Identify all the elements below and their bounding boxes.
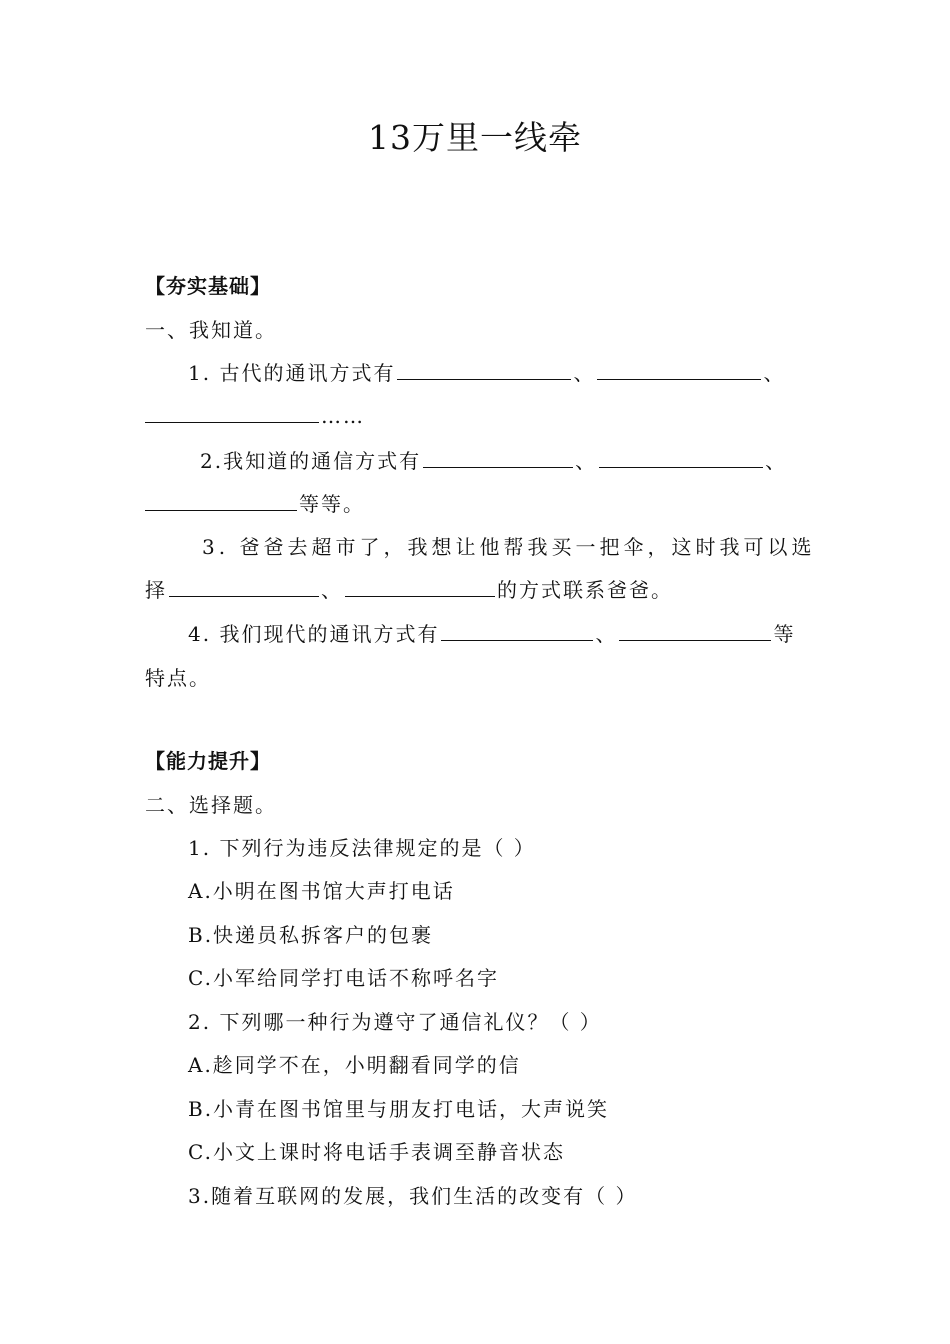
separator: 、 [573, 361, 596, 385]
option-2-2-a: A.趁同学不在，小明翻看同学的信 [188, 1053, 521, 1077]
question-2-2-stem: 2. 下列哪一种行为遵守了通信礼仪？（ ） [188, 1010, 602, 1034]
separator: 、 [575, 449, 598, 473]
question-tail: 的方式联系爸爸。 [497, 578, 673, 602]
separator: 、 [321, 578, 343, 602]
question-1-2-cont [145, 490, 365, 518]
question-1-3-cont [145, 576, 673, 604]
answer-blank[interactable] [441, 620, 593, 641]
question-text: 择 [145, 578, 167, 602]
answer-blank[interactable] [145, 490, 297, 511]
page-title: 13万里一线牵 [368, 118, 582, 157]
question-1-1-cont [145, 402, 365, 430]
question-tail: 等 [773, 622, 796, 646]
answer-blank[interactable] [599, 447, 763, 468]
part-two-label: 二、选择题。 [145, 793, 277, 817]
separator: 、 [765, 449, 788, 473]
option-2-2-b: B.小青在图书馆里与朋友打电话，大声说笑 [188, 1097, 610, 1121]
option-2-1-c: C.小军给同学打电话不称呼名字 [188, 966, 499, 990]
question-text: 4. 我们现代的通讯方式有 [188, 622, 440, 646]
separator: 、 [763, 361, 786, 385]
answer-blank[interactable] [619, 620, 771, 641]
answer-blank[interactable] [345, 576, 495, 597]
section-heading-basics: 【夯实基础】 [145, 274, 271, 298]
option-2-2-c: C.小文上课时将电话手表调至静音状态 [188, 1140, 565, 1164]
ellipsis: …… [321, 404, 365, 428]
section-heading-ability: 【能力提升】 [145, 749, 271, 773]
part-one-label: 一、我知道。 [145, 318, 277, 342]
question-1-1 [188, 359, 785, 387]
question-1-2 [200, 447, 787, 475]
option-2-1-b: B.快递员私拆客户的包裹 [188, 923, 434, 947]
question-text: 1. 古代的通讯方式有 [188, 361, 396, 385]
answer-blank[interactable] [145, 402, 319, 423]
answer-blank[interactable] [423, 447, 573, 468]
question-1-3: 3. 爸爸去超市了，我想让他帮我买一把伞，这时我可以选 [202, 535, 816, 559]
option-2-1-a: A.小明在图书馆大声打电话 [188, 879, 455, 903]
answer-blank[interactable] [397, 359, 571, 380]
question-1-4 [188, 620, 795, 648]
question-text: 2.我知道的通信方式有 [200, 449, 422, 473]
answer-blank[interactable] [597, 359, 761, 380]
question-2-1-stem: 1. 下列行为违反法律规定的是（ ） [188, 836, 536, 860]
question-tail: 等等。 [299, 492, 365, 516]
answer-blank[interactable] [169, 576, 319, 597]
question-2-3-stem: 3.随着互联网的发展，我们生活的改变有（ ） [188, 1184, 638, 1208]
question-1-4-cont: 特点。 [145, 666, 211, 690]
separator: 、 [595, 622, 618, 646]
